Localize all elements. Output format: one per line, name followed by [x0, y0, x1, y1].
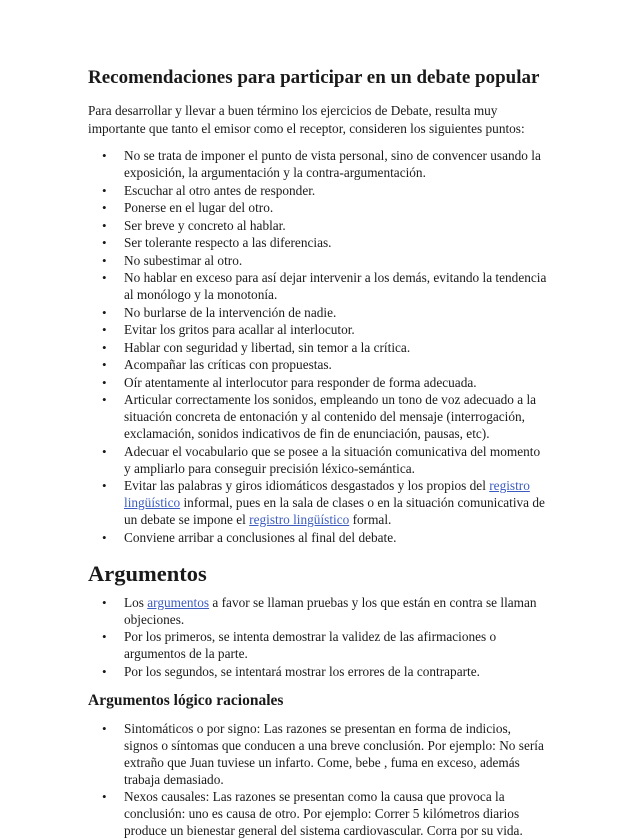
arguments-list	[88, 594, 548, 680]
list-item: • Sintomáticos o por signo: Las razones se presentan en forma de indicios, signos o síntomas que conducen a una breve conclusión. Por ejemplo: No sería extraño que Juan tuviese un infarto. Come, bebe , fuma en exceso, además trabaja demasiado.	[88, 720, 548, 788]
text: Evitar las palabras y giros idiomáticos desgastados y los propios del	[124, 478, 490, 493]
list-item: • Ser tolerante respecto a las diferencias.	[88, 234, 548, 251]
list-item	[88, 594, 548, 628]
list-item: • Ponerse en el lugar del otro.	[88, 199, 548, 216]
list-item: • Escuchar al otro antes de responder.	[88, 182, 548, 199]
arguments-heading: Argumentos	[88, 560, 207, 586]
logical-arguments-heading: Argumentos lógico racionales	[88, 691, 284, 709]
list-item: • Por los segundos, se intentará mostrar los errores de la contraparte.	[88, 663, 548, 680]
list-item: • Acompañar las críticas con propuestas.	[88, 356, 548, 373]
text: formal.	[349, 512, 392, 527]
document-page	[88, 66, 548, 840]
list-item: • Oír atentamente al interlocutor para responder de forma adecuada.	[88, 374, 548, 391]
list-item: • No subestimar al otro.	[88, 252, 548, 269]
list-item: • Ser breve y concreto al hablar.	[88, 217, 548, 234]
argumentos-link[interactable]: argumentos	[147, 594, 210, 610]
list-item: • Conviene arribar a conclusiones al final del debate.	[88, 529, 548, 546]
recommendations-list	[88, 147, 548, 546]
registro-linguistico-link[interactable]: registro lingüístico	[124, 478, 530, 510]
list-item: • Adecuar el vocabulario que se posee a la situación comunicativa del momento y ampliarlo para conseguir precisión léxico-semántica.	[88, 443, 548, 477]
list-item: • No hablar en exceso para así dejar intervenir a los demás, evitando la tendencia al monólogo y la monotonía.	[88, 269, 548, 303]
list-item: • Evitar los gritos para acallar al interlocutor.	[88, 321, 548, 338]
text: a favor se llaman pruebas y los que están en contra se llaman objeciones.	[124, 594, 537, 627]
page-title: Recomendaciones para participar en un debate popular	[88, 67, 540, 88]
list-item: • Por los primeros, se intenta demostrar la validez de las afirmaciones o argumentos de la parte.	[88, 628, 548, 662]
text: Los	[124, 594, 148, 610]
list-item: • Nexos causales: Las razones se presentan como la causa que provoca la conclusión: uno es causa de otro. Por ejemplo: Correr 5 kilómetros diarios produce un bienestar general del sistema cardiovascular. Corra por su vida.	[88, 788, 548, 839]
list-item-register	[88, 477, 548, 528]
list-item: • No se trata de imponer el punto de vista personal, sino de convencer usando la exposición, la argumentación y la contra-argumentación.	[88, 147, 548, 181]
list-item: • Articular correctamente los sonidos, empleando un tono de voz adecuado a la situación concreta de entonación y al contenido del mensaje (interrogación, exclamación, sonidos indicativos de fin de enunciación, pausas, etc).	[88, 391, 548, 442]
text: informal, pues en la sala de clases o en la situación comunicativa de un debate se impone el	[124, 495, 545, 527]
logical-arguments-list	[88, 720, 548, 840]
intro-paragraph: Para desarrollar y llevar a buen término los ejercicios de Debate, resulta muy importante que tanto el emisor como el receptor, consideren los siguientes puntos:	[88, 103, 525, 136]
list-item: • Hablar con seguridad y libertad, sin temor a la crítica.	[88, 339, 548, 356]
registro-linguistico-link-2[interactable]: registro lingüístico	[249, 512, 350, 527]
list-item: • No burlarse de la intervención de nadie.	[88, 304, 548, 321]
